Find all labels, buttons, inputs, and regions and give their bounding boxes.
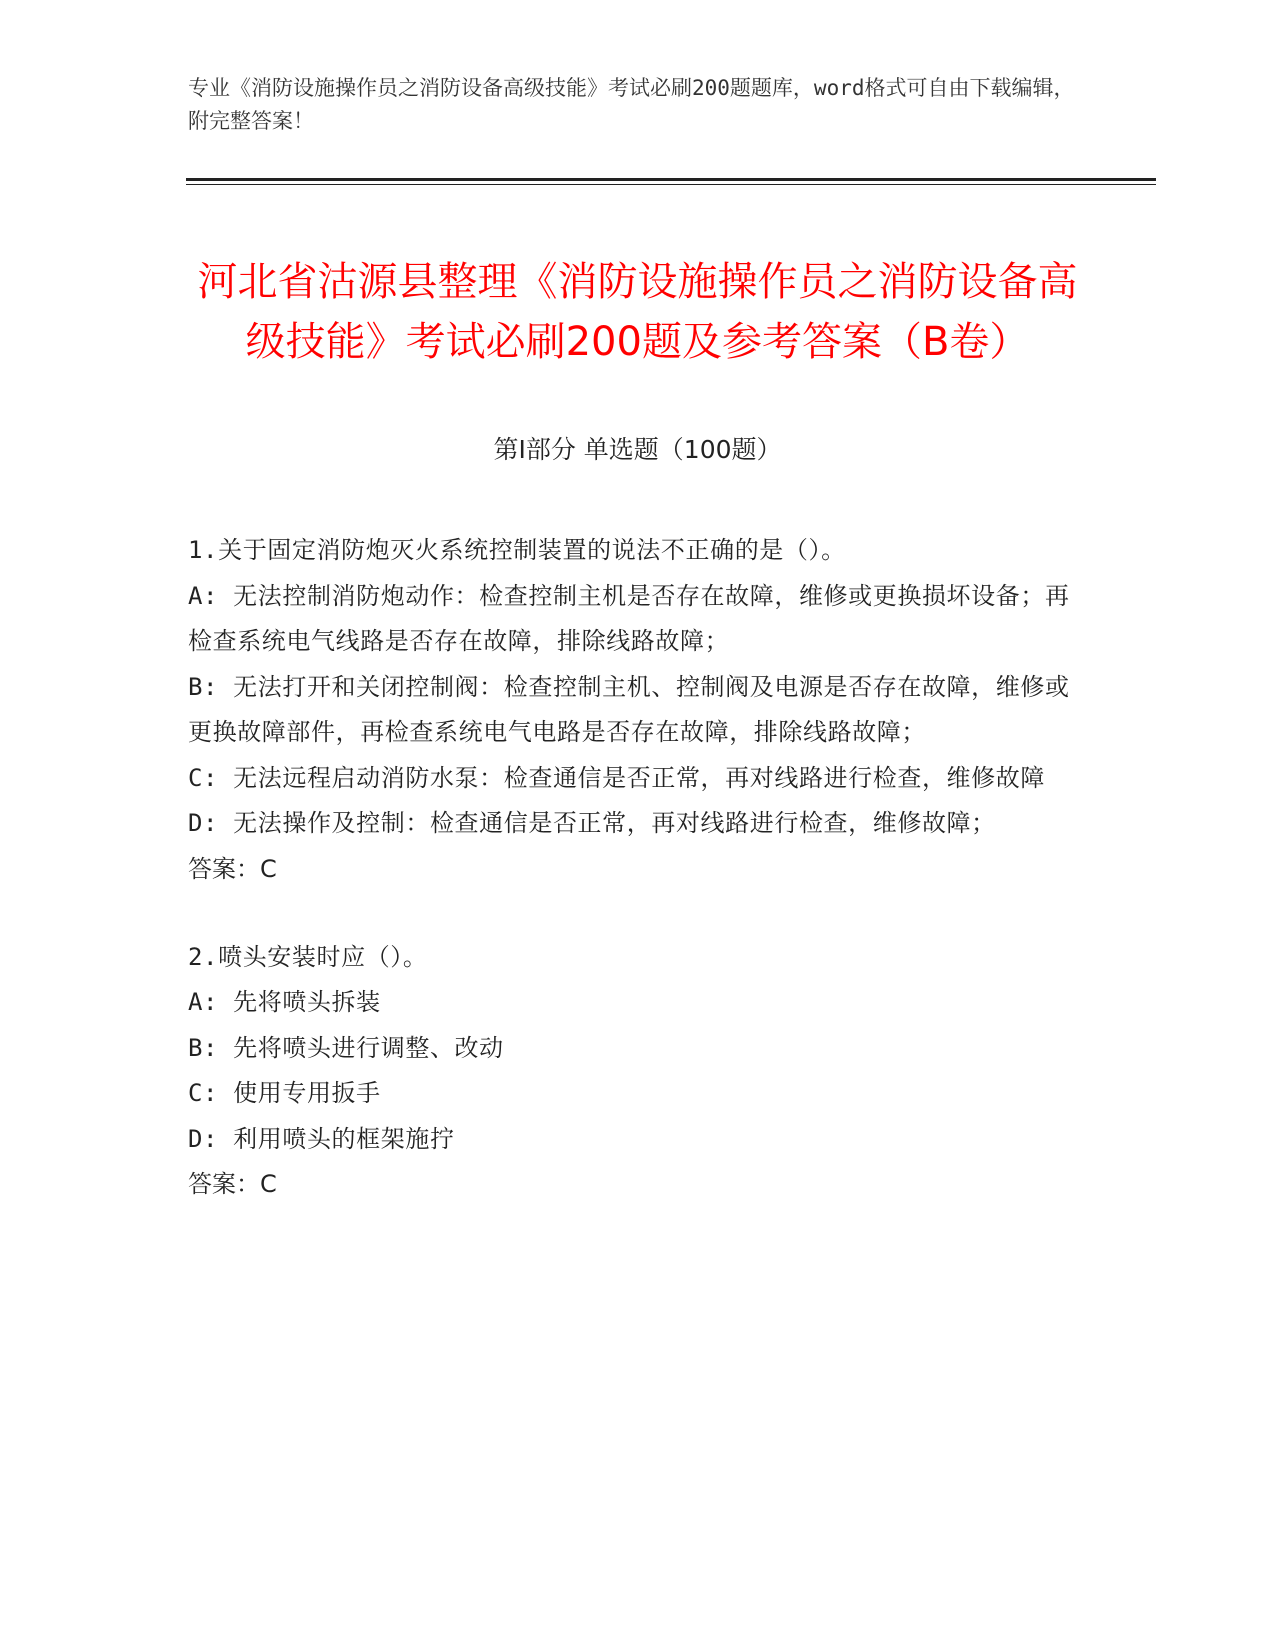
option-b: B: 先将喷头进行调整、改动 [188,1033,504,1062]
option-b: B: 无法打开和关闭控制阀：检查控制主机、控制阀及电源是否存在故障，维修或更换故障部件，再检查系统电气电路是否存在故障，排除线路故障； [188,672,1070,746]
option-a: A: 无法控制消防炮动作：检查控制主机是否存在故障，维修或更换损坏设备；再检查系统电气线路是否存在故障，排除线路故障； [188,581,1070,655]
option-c: C: 使用专用扳手 [188,1079,381,1107]
question-stem: 2.喷头安装时应（）。 [188,942,428,971]
question-1 [188,528,1083,892]
section-heading: 第Ⅰ部分 单选题（100题） [493,435,782,464]
header-note: 专业《消防设施操作员之消防设备高级技能》考试必刷200题题库，word格式可自由下载编辑，附完整答案！ [188,76,1075,133]
option-d: D: 利用喷头的框架施拧 [188,1124,455,1153]
option-a: A: 先将喷头拆装 [188,988,381,1016]
answer: 答案：C [188,854,277,883]
answer: 答案：C [188,1170,277,1198]
question-list [188,528,1083,1250]
question-stem: 1.关于固定消防炮灭火系统控制装置的说法不正确的是（）。 [188,536,846,564]
header-divider-thin [186,184,1156,185]
header-divider-thick [186,178,1156,181]
option-c: C: 无法远程启动消防水泵：检查通信是否正常，再对线路进行检查，维修故障 [188,763,1045,792]
question-2 [188,935,1083,1208]
document-title: 河北省沽源县整理《消防设施操作员之消防设备高级技能》考试必刷200题及参考答案（B卷） [197,258,1078,365]
option-d: D: 无法操作及控制：检查通信是否正常，再对线路进行检查，维修故障； [188,809,996,837]
